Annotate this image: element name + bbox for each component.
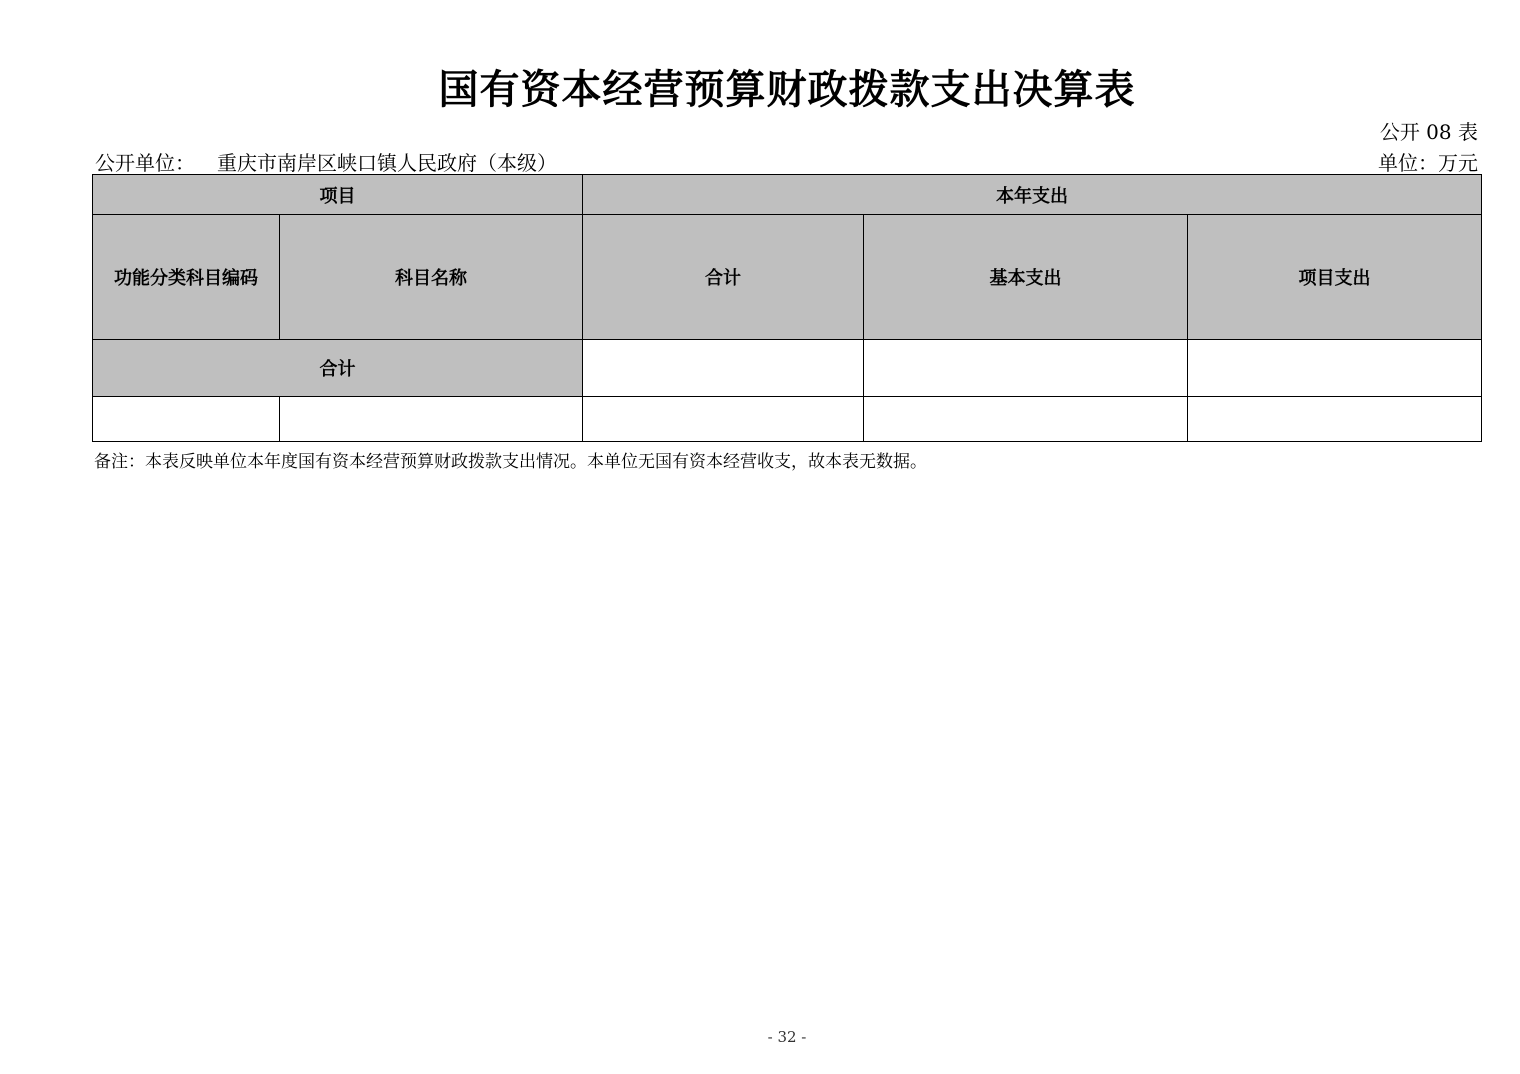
header-basic: 基本支出 — [864, 215, 1188, 340]
page-number: - 32 - — [767, 1028, 807, 1046]
header-expense-group: 本年支出 — [583, 175, 1482, 215]
table-subheader-row — [93, 215, 1482, 340]
unit-label: 公开单位： — [95, 151, 195, 175]
header-item-group: 项目 — [93, 175, 583, 215]
cell-basic — [864, 397, 1188, 442]
cell-code — [93, 397, 280, 442]
total-row — [93, 340, 1482, 397]
total-row-total — [583, 340, 864, 397]
expenditure-table — [92, 174, 1482, 442]
cell-name — [280, 397, 583, 442]
table-note: 备注：本表反映单位本年度国有资本经营预算财政拨款支出情况。本单位无国有资本经营收支，故本表无数据。 — [94, 452, 927, 472]
page-title: 国有资本经营预算财政拨款支出决算表 — [438, 66, 1136, 113]
header-project: 项目支出 — [1188, 215, 1482, 340]
header-total: 合计 — [583, 215, 864, 340]
header-code: 功能分类科目编码 — [93, 215, 280, 340]
form-number: 公开 08 表 — [1379, 120, 1478, 144]
cell-total — [583, 397, 864, 442]
total-row-project — [1188, 340, 1482, 397]
table-row — [93, 397, 1482, 442]
total-row-label: 合计 — [93, 340, 583, 397]
table-header-row — [93, 175, 1482, 215]
currency-unit: 单位：万元 — [1378, 151, 1478, 175]
unit-name: 重庆市南岸区峡口镇人民政府（本级） — [217, 151, 557, 175]
total-row-basic — [864, 340, 1188, 397]
reporting-unit — [95, 147, 557, 176]
header-name: 科目名称 — [280, 215, 583, 340]
cell-project — [1188, 397, 1482, 442]
